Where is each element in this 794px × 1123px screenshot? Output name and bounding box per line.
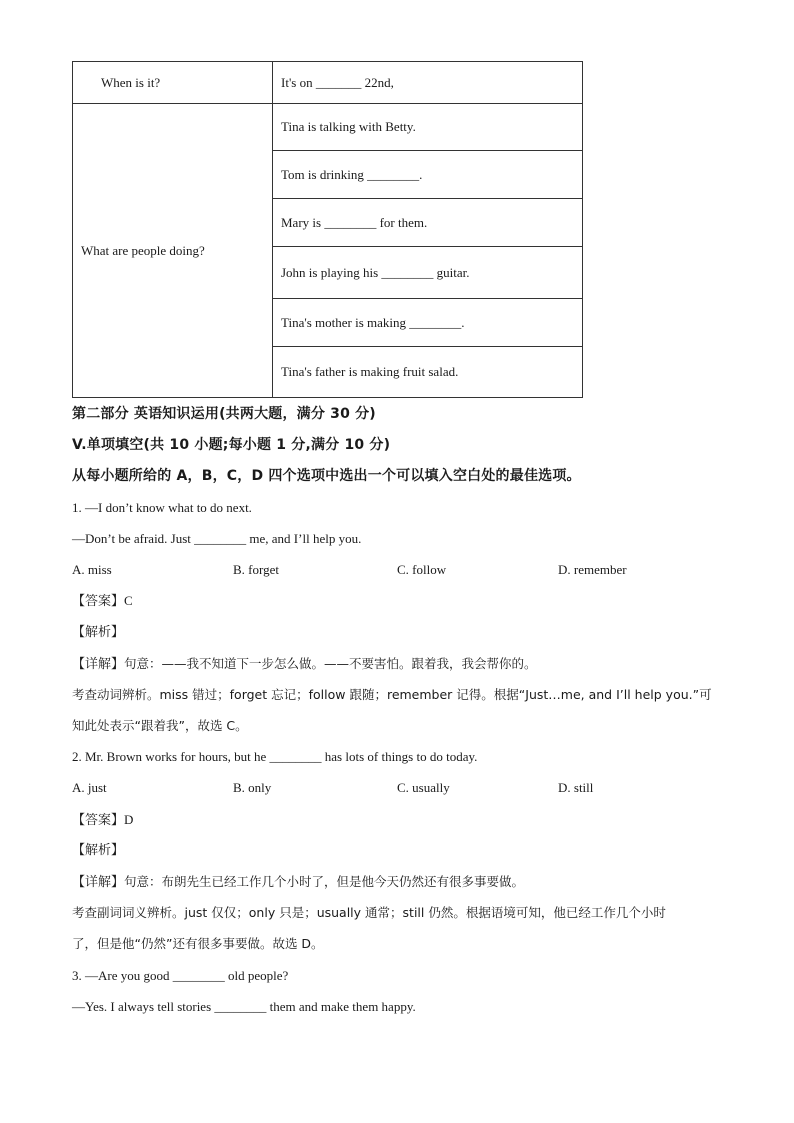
- answer-label: 【答案】: [72, 813, 125, 828]
- detail-text: 句意：布朗先生已经工作几个小时了，但是他今天仍然还有很多事要做。: [124, 874, 525, 889]
- question-1-option-a: A. miss: [72, 562, 112, 577]
- table-answer-cell: Tina's mother is making ________.: [273, 299, 583, 347]
- answer-value: D: [124, 812, 134, 827]
- section-instruction: 从每小题所给的 A，B，C，D 四个选项中选出一个可以填入空白处的最佳选项。: [72, 468, 581, 484]
- table-question-cell: What are people doing?: [73, 104, 273, 398]
- question-1-option-d: D. remember: [558, 562, 627, 577]
- question-2-option-b: B. only: [233, 780, 272, 795]
- question-1-option-c: C. follow: [397, 562, 447, 577]
- question-2-option-a: A. just: [72, 780, 107, 795]
- table-answer-cell: It's on _______ 22nd,: [273, 62, 583, 104]
- info-table: [72, 61, 583, 398]
- table-answer-cell: John is playing his ________ guitar.: [273, 247, 583, 299]
- question-1-detail: [72, 656, 537, 673]
- answer-value: C: [124, 593, 133, 608]
- question-2-prompt: 2. Mr. Brown works for hours, but he ________ has lots of things to do today.: [72, 749, 478, 764]
- question-2-detail: [72, 874, 524, 891]
- question-2-answer: [72, 812, 133, 829]
- question-1-analysis-label: 【解析】: [72, 625, 125, 640]
- question-1-answer: [72, 593, 133, 610]
- table-row: [73, 104, 583, 151]
- section-title: V.单项填空(共 10 小题;每小题 1 分,满分 10 分): [72, 437, 391, 453]
- answer-label: 【答案】: [72, 594, 125, 609]
- question-2-option-c: C. usually: [397, 780, 450, 795]
- table-answer-cell: Tina's father is making fruit salad.: [273, 347, 583, 398]
- detail-label: 【详解】: [72, 657, 125, 672]
- question-2-explanation-line-2: 了，但是他“仍然”还有很多事要做。故选 D。: [72, 936, 324, 951]
- question-1-explanation-line-1: 考查动词辨析。miss 错过；forget 忘记；follow 跟随；remember 记得。根据“Just…me, and I’ll help you.”可: [72, 687, 712, 702]
- question-1-option-b: B. forget: [233, 562, 279, 577]
- detail-label: 【详解】: [72, 875, 125, 890]
- detail-text: 句意：——我不知道下一步怎么做。——不要害怕。跟着我，我会帮你的。: [124, 656, 537, 671]
- table-row: [73, 62, 583, 104]
- part-title: 第二部分 英语知识运用(共两大题，满分 30 分): [72, 406, 376, 422]
- question-1-reply: —Don’t be afraid. Just ________ me, and I’ll help you.: [72, 531, 362, 546]
- table-question-cell: When is it?: [73, 62, 273, 104]
- table-answer-cell: Mary is ________ for them.: [273, 199, 583, 247]
- table-answer-cell: Tom is drinking ________.: [273, 151, 583, 199]
- question-2-analysis-label: 【解析】: [72, 843, 125, 858]
- question-3-reply: —Yes. I always tell stories ________ them and make them happy.: [72, 999, 416, 1014]
- question-1-prompt: 1. —I don’t know what to do next.: [72, 500, 252, 515]
- question-2-option-d: D. still: [558, 780, 594, 795]
- question-2-explanation-line-1: 考查副词词义辨析。just 仅仅；only 只是；usually 通常；still 仍然。根据语境可知，他已经工作几个小时: [72, 905, 666, 920]
- table-answer-cell: Tina is talking with Betty.: [273, 104, 583, 151]
- question-3-prompt: 3. —Are you good ________ old people?: [72, 968, 289, 983]
- question-1-explanation-line-2: 知此处表示“跟着我”，故选 C。: [72, 718, 248, 733]
